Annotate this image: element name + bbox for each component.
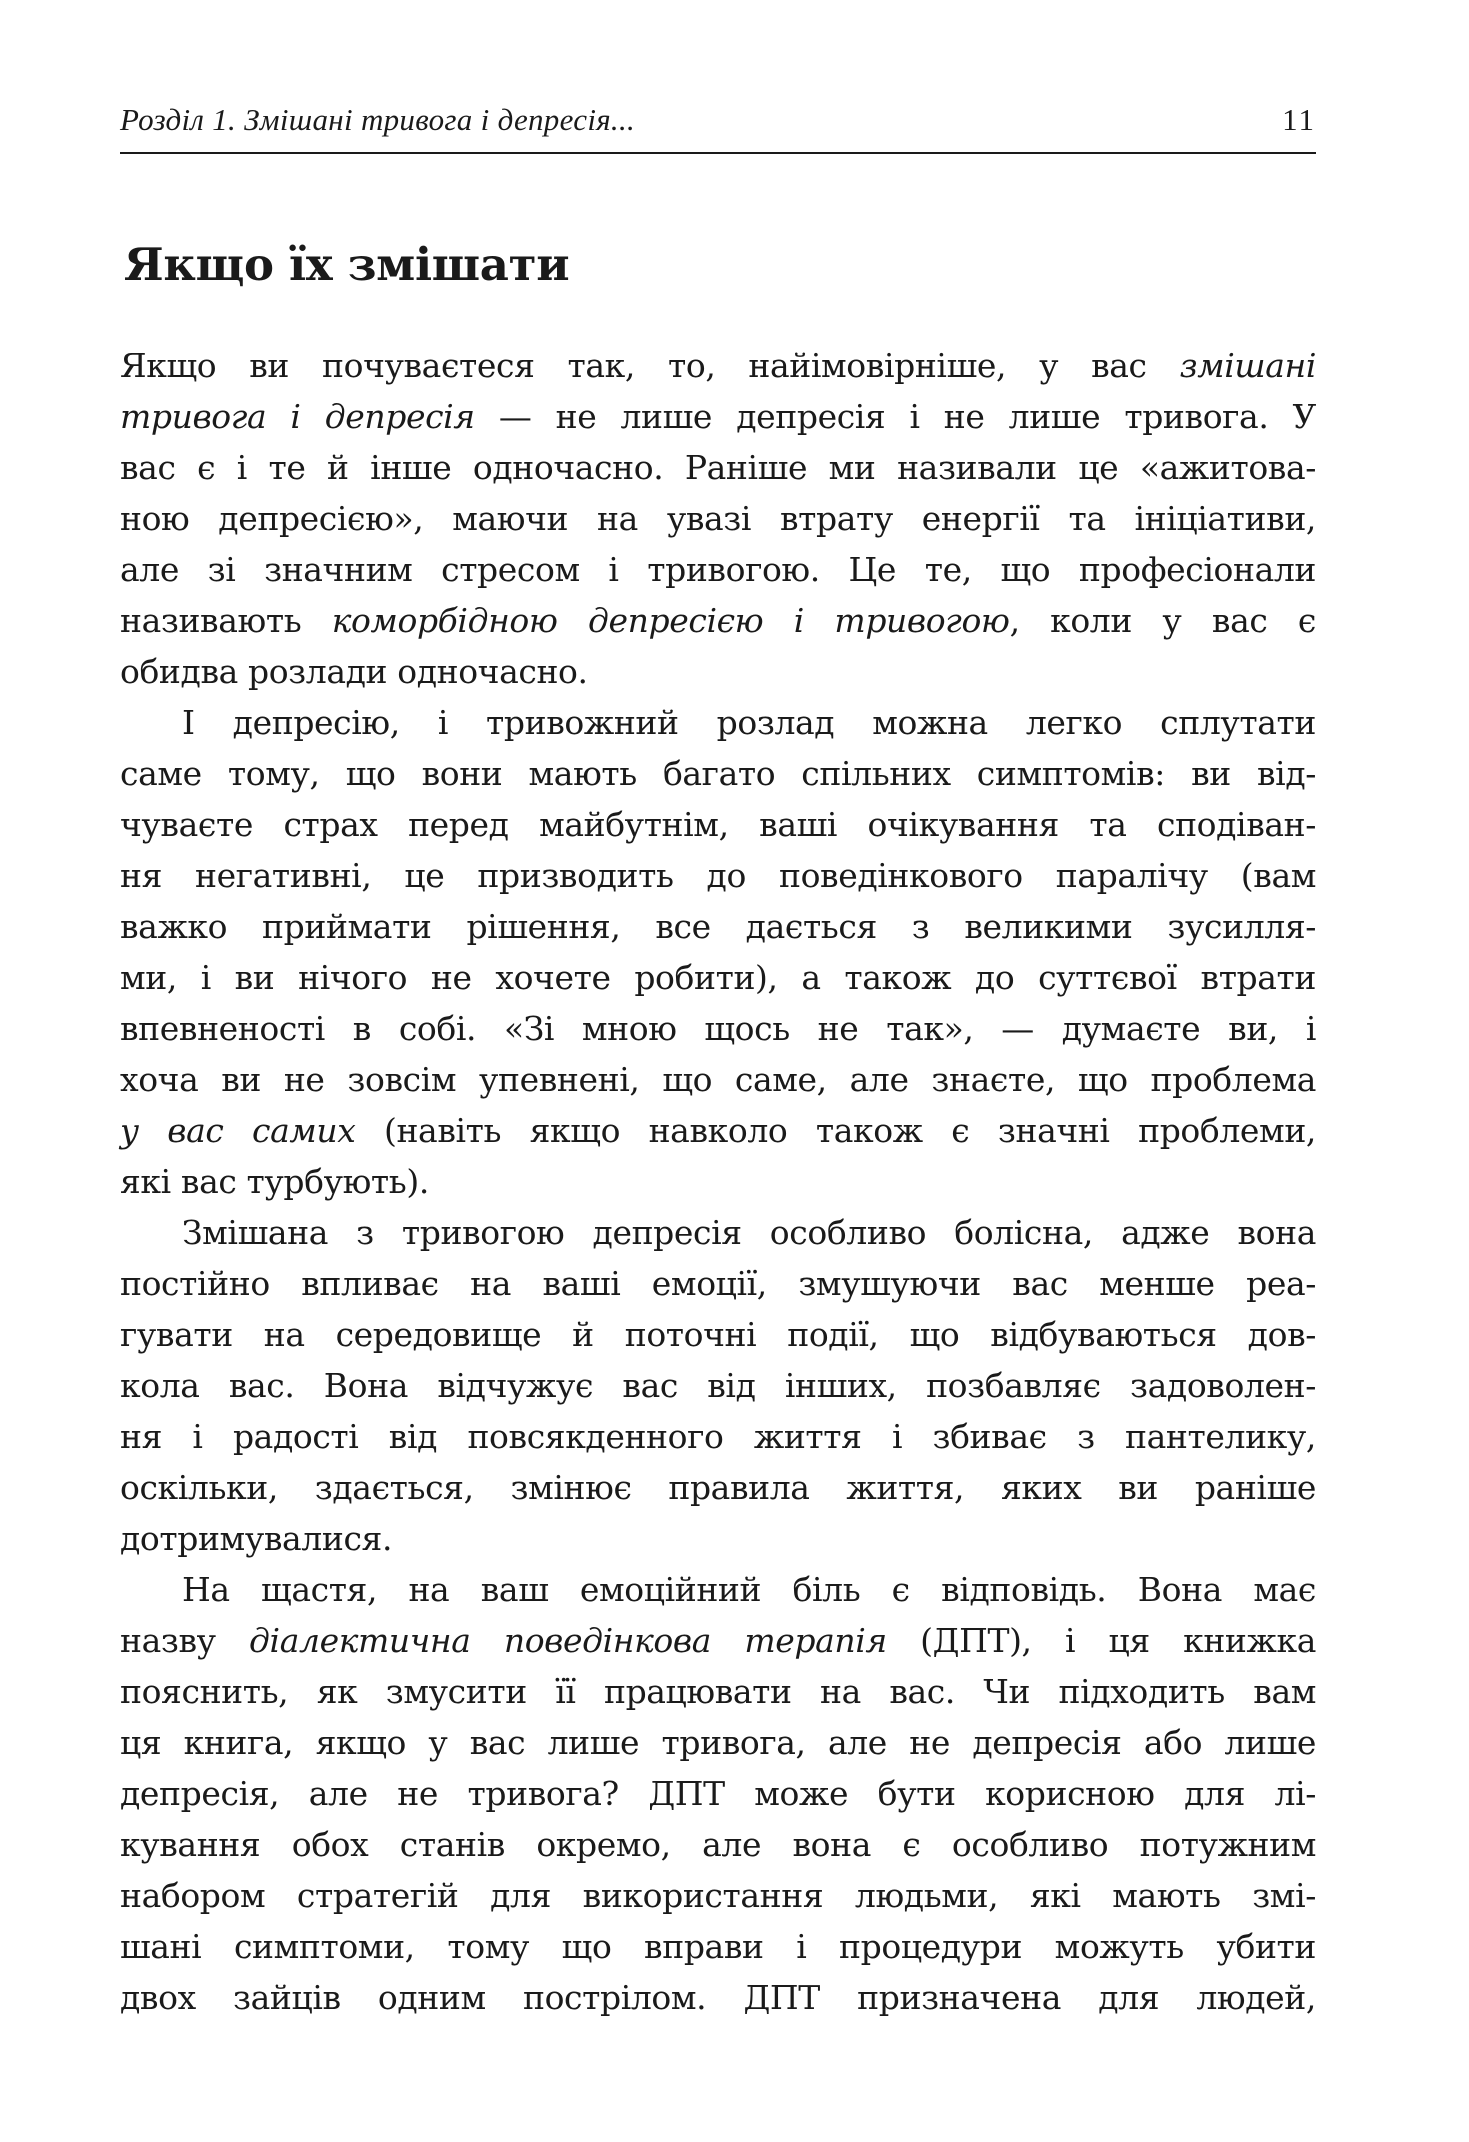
running-head-title: Розділ 1. Змішані тривога і депресія... xyxy=(120,102,636,137)
text-line xyxy=(120,799,1316,850)
text-line xyxy=(120,748,1316,799)
text-line xyxy=(120,1309,1316,1360)
text-line xyxy=(120,1564,1316,1615)
text-segment: І депресію, і тривожний розлад можна легко сплутати xyxy=(182,703,1316,742)
text-segment: кола вас. Вона відчужує вас від інших, позбавляє задоволен- xyxy=(120,1366,1316,1405)
text-segment: оскільки, здається, змінює правила життя, яких ви раніше xyxy=(120,1468,1316,1507)
text-line xyxy=(120,1258,1316,1309)
book-page xyxy=(120,0,1316,2142)
text-segment: чуваєте страх перед майбутнім, ваші очікування та сподіван- xyxy=(120,805,1316,844)
text-segment: Змішана з тривогою депресія особливо болісна, адже вона xyxy=(182,1213,1316,1252)
emphasis-text: діалектична поведінкова терапія xyxy=(249,1621,887,1660)
text-line xyxy=(120,595,1316,646)
text-segment: ня і радості від повсякденного життя і збиває з пантелику, xyxy=(120,1417,1316,1456)
text-segment: набором стратегій для використання людьми, які мають змі- xyxy=(120,1876,1316,1915)
text-line xyxy=(120,340,1316,391)
text-segment: хоча ви не зовсім упевнені, що саме, але знаєте, що проблема xyxy=(120,1060,1316,1099)
text-segment: обидва розлади одночасно. xyxy=(120,652,588,691)
text-segment: вас є і те й інше одночасно. Раніше ми називали це «ажитова- xyxy=(120,448,1316,487)
text-segment: гувати на середовище й поточні події, що відбуваються дов- xyxy=(120,1315,1316,1354)
text-line xyxy=(120,1666,1316,1717)
text-line xyxy=(120,850,1316,901)
text-line xyxy=(120,1921,1316,1972)
text-segment: шані симптоми, тому що вправи і процедури можуть убити xyxy=(120,1927,1316,1966)
text-line xyxy=(120,901,1316,952)
text-line xyxy=(120,1054,1316,1105)
text-line xyxy=(120,1003,1316,1054)
text-line xyxy=(120,1513,1316,1564)
text-segment: пояснить, як змусити її працювати на вас. Чи підходить вам xyxy=(120,1672,1316,1711)
text-segment: На щастя, на ваш емоційний біль є відповідь. Вона має xyxy=(182,1570,1316,1609)
text-segment: ня негативні, це призводить до поведінкового паралічу (вам xyxy=(120,856,1316,895)
text-segment: депресія, але не тривога? ДПТ може бути корисною для лі- xyxy=(120,1774,1316,1813)
paragraph xyxy=(120,340,1316,697)
text-segment: ця книга, якщо у вас лише тривога, але не депресія або лише xyxy=(120,1723,1316,1762)
text-segment: Якщо ви почуваєтеся так, то, найімовірніше, у вас xyxy=(120,346,1180,385)
text-segment: (ДПТ), і ця книжка xyxy=(886,1621,1316,1660)
paragraph xyxy=(120,697,1316,1207)
page-number: 11 xyxy=(1282,102,1316,137)
text-line xyxy=(120,1819,1316,1870)
section-heading: Якщо їх змішати xyxy=(124,238,570,291)
text-line xyxy=(120,493,1316,544)
text-segment: називають xyxy=(120,601,332,640)
text-segment: назву xyxy=(120,1621,250,1660)
text-segment: але зі значним стресом і тривогою. Це те, що професіонали xyxy=(120,550,1316,589)
text-line xyxy=(120,544,1316,595)
text-segment: , коли у вас є xyxy=(1009,601,1317,640)
text-line xyxy=(120,1411,1316,1462)
emphasis-text: коморбідною депресією і тривогою xyxy=(331,601,1010,640)
paragraph xyxy=(120,1564,1316,2023)
text-line xyxy=(120,1105,1316,1156)
text-segment: впевненості в собі. «Зі мною щось не так», — думаєте ви, і xyxy=(120,1009,1316,1048)
text-segment: які вас турбують). xyxy=(120,1162,429,1201)
text-segment: ною депресією», маючи на увазі втрату енергії та ініціативи, xyxy=(120,499,1316,538)
text-line xyxy=(120,1768,1316,1819)
text-line xyxy=(120,952,1316,1003)
text-line xyxy=(120,391,1316,442)
emphasis-text: змішані xyxy=(1179,346,1316,385)
text-line xyxy=(120,1360,1316,1411)
text-line xyxy=(120,1972,1316,2023)
text-line xyxy=(120,1717,1316,1768)
text-segment: саме тому, що вони мають багато спільних симптомів: ви від- xyxy=(120,754,1316,793)
emphasis-text: тривога і депресія xyxy=(120,397,475,436)
text-segment: ми, і ви нічого не хочете робити), а також до суттєвої втрати xyxy=(120,958,1316,997)
body-text xyxy=(120,340,1316,2023)
text-line xyxy=(120,1207,1316,1258)
text-segment: кування обох станів окремо, але вона є особливо потужним xyxy=(120,1825,1316,1864)
running-head xyxy=(120,100,1316,154)
text-line xyxy=(120,1156,1316,1207)
text-segment: (навіть якщо навколо також є значні проблеми, xyxy=(355,1111,1317,1150)
text-line xyxy=(120,646,1316,697)
text-segment: — не лише депресія і не лише тривога. У xyxy=(474,397,1316,436)
text-line xyxy=(120,1870,1316,1921)
paragraph xyxy=(120,1207,1316,1564)
text-line xyxy=(120,697,1316,748)
text-line xyxy=(120,1615,1316,1666)
text-segment: двох зайців одним пострілом. ДПТ призначена для людей, xyxy=(120,1978,1316,2017)
text-segment: постійно впливає на ваші емоції, змушуючи вас менше реа- xyxy=(120,1264,1316,1303)
text-segment: дотримувалися. xyxy=(120,1519,393,1558)
emphasis-text: у вас самих xyxy=(120,1111,356,1150)
text-segment: важко приймати рішення, все дається з великими зусилля- xyxy=(120,907,1316,946)
text-line xyxy=(120,1462,1316,1513)
text-line xyxy=(120,442,1316,493)
